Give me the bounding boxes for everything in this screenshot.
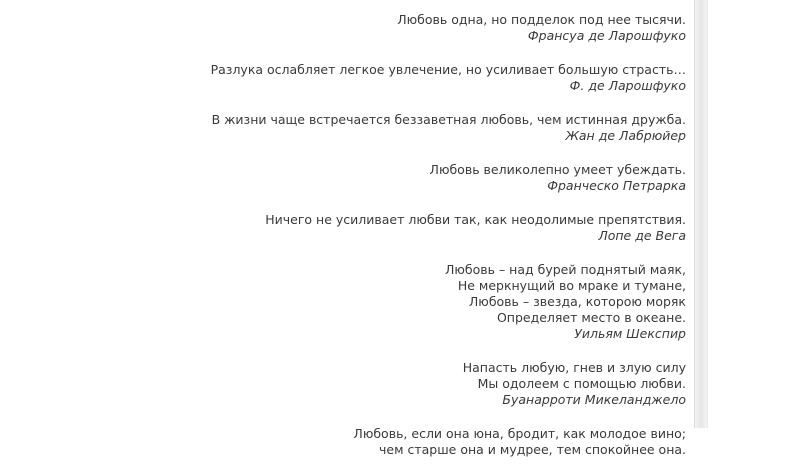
quote-author: Ф. де Ларошфуко <box>569 78 686 93</box>
quote-item <box>0 62 686 94</box>
quote-line: Любовь, если она юна, бродит, как молодое вино; <box>353 426 686 441</box>
quote-item <box>0 426 686 458</box>
quote-author: Франческо Петрарка <box>547 178 686 193</box>
quote-line: Мы одолеем с помощью любви. <box>477 376 686 391</box>
quote-line: Любовь – над бурей поднятый маяк, <box>444 262 686 277</box>
quote-line: чем старше она и мудрее, тем спокойнее она. <box>379 442 686 457</box>
quote-line: В жизни чаще встречается беззаветная любовь, чем истинная дружба. <box>211 112 686 127</box>
quotes-list <box>0 12 686 476</box>
quote-item <box>0 112 686 144</box>
quote-line: Ничего не усиливает любви так, как неодолимые препятствия. <box>265 212 686 227</box>
quote-line: Не меркнущий во мраке и тумане, <box>457 278 686 293</box>
quote-line: Определяет место в океане. <box>496 310 686 325</box>
sidebar-divider <box>694 0 708 428</box>
quote-item <box>0 360 686 408</box>
quote-item <box>0 162 686 194</box>
quote-author: Лопе де Вега <box>598 228 686 243</box>
quote-item <box>0 12 686 44</box>
quote-line: Любовь одна, но подделок под нее тысячи. <box>397 12 686 27</box>
quote-line: Любовь великолепно умеет убеждать. <box>429 162 686 177</box>
quote-item <box>0 212 686 244</box>
quote-line: Разлука ослабляет легкое увлечение, но усиливает большую страсть… <box>210 62 686 77</box>
quote-author: Жан де Лабрюйер <box>565 128 686 143</box>
quote-line: Любовь – звезда, которою моряк <box>468 294 686 309</box>
quote-author: Буанарроти Микеланджело <box>502 392 686 407</box>
quote-line: Напасть любую, гнев и злую силу <box>462 360 686 375</box>
quote-author: Франсуа де Ларошфуко <box>527 28 686 43</box>
quote-item <box>0 262 686 342</box>
quote-author: Уильям Шекспир <box>574 326 686 341</box>
